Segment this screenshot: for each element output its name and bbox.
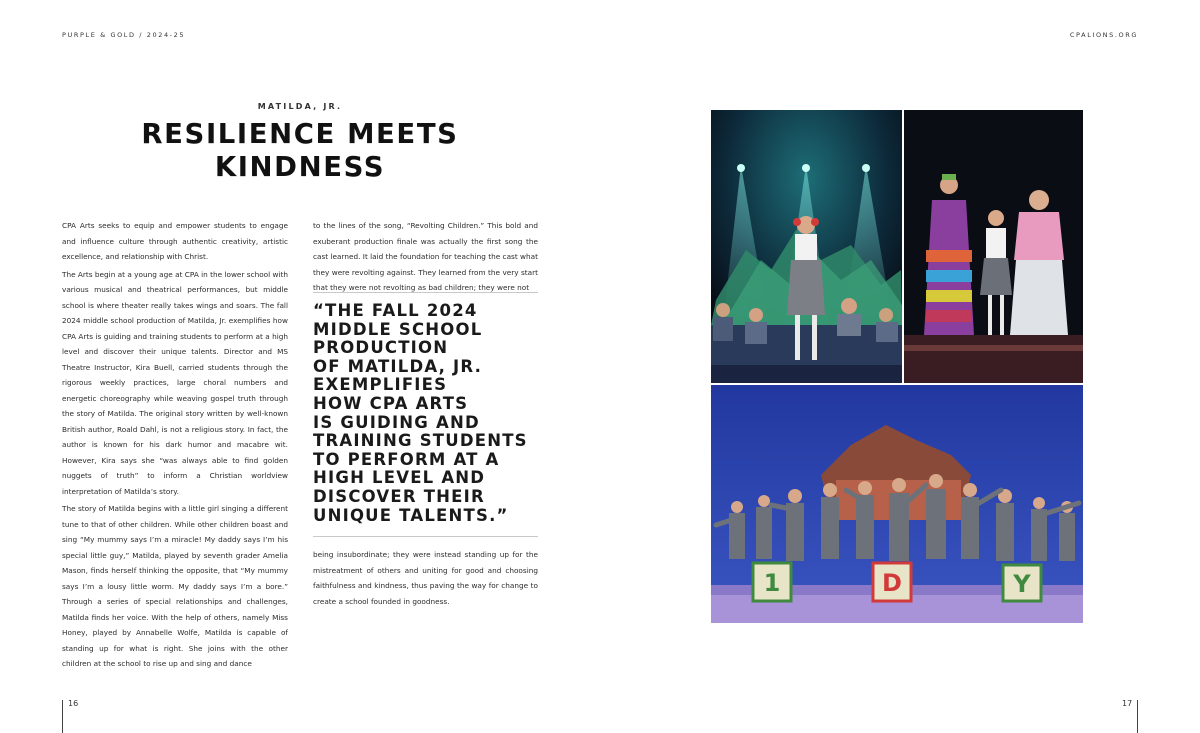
footer-rule-left	[62, 700, 63, 733]
photo-ensemble-finale	[711, 385, 1083, 623]
pull-quote-line: “THE FALL 2024	[313, 301, 478, 320]
alphabet-block-2	[873, 563, 911, 601]
article-title-line-2: KINDNESS	[214, 151, 386, 183]
article-title-line-1: RESILIENCE MEETS	[141, 118, 459, 150]
pull-quote-line: PRODUCTION	[313, 338, 449, 358]
photo-matilda-solo-image	[711, 110, 902, 383]
photo-three-characters-image	[904, 110, 1083, 383]
alphabet-block-1	[753, 563, 791, 601]
pull-quote-line: TO PERFORM AT A	[313, 449, 500, 469]
pull-quote-line: TRAINING STUDENTS	[313, 431, 528, 451]
running-header-left: PURPLE & GOLD / 2024-25	[62, 31, 186, 39]
alphabet-block-letter: D	[882, 569, 902, 597]
page-number-left: 16	[68, 699, 79, 708]
pullquote-top-rule	[313, 292, 538, 293]
footer-rule-right	[1137, 700, 1138, 733]
alphabet-block-3	[1003, 565, 1041, 601]
body-paragraph: being insubordinate; they were instead standing up for the mistreatment of others and uniting for good and choosing faithfulness and kindness, thus paving the way for change to create a school founded in goodness.	[313, 550, 538, 606]
photo-matilda-solo	[711, 110, 902, 383]
body-paragraph: to the lines of the song, “Revolting Children.” This bold and exuberant production finale was actually the first song the cast learned. It laid the foundation for teaching the cast what they were revolting against. They learned from the very start that they were not revolting as bad children; they were not	[313, 221, 538, 292]
pull-quote-line: IS GUIDING AND	[313, 412, 480, 432]
pull-quote-line: DISCOVER THEIR	[313, 486, 485, 506]
body-column-1	[62, 218, 288, 674]
pull-quote	[313, 302, 549, 525]
pull-quote-line: EXEMPLIFIES	[313, 375, 448, 395]
photo-ensemble-finale-image	[711, 385, 1083, 623]
body-paragraph: The story of Matilda begins with a little girl singing a different tune to that of other children. While other children boast and sing “My mummy says I’m a miracle! My daddy says I’m his special little guy,” Matilda, played by seventh grader Amelia Mason, finds herself thinking the opposite, that “My mummy says I’m a lousy little worm. My daddy says I’m a bore.” Through a series of special relationships and challenges, Matilda finds her voice. With the help of others, namely Miss Honey, played by Annabelle Wolfe, Matilda is capable of standing up for what is right. She joins with the other children at the school to rise up and sing and dance	[62, 504, 288, 668]
article-title	[120, 118, 480, 184]
alphabet-block-letter: 1	[763, 569, 781, 597]
pull-quote-line: OF MATILDA, JR.	[313, 356, 483, 376]
article-kicker: MATILDA, JR.	[257, 102, 343, 111]
pull-quote-line: HOW CPA ARTS	[313, 393, 469, 413]
photo-three-characters	[904, 110, 1083, 383]
body-paragraph: The Arts begin at a young age at CPA in the lower school with various musical and theatrical performances, but middle school is where theater really takes wings and soars. The fall 2024 middle school production of Matilda, Jr. exemplifies how CPA Arts is guiding and training students to perform at a high level and discover their unique talents. Director and MS Theatre Instructor, Kira Buell, carried students through the rigorous weekly practices, large choral numbers and energetic choreography while weaving gospel truth through the story of Matilda. The original story written by well-known British author, Roald Dahl, is not a religious story. In fact, the author is known for his dark humor and macabre wit. However, Kira says she “was always able to find golden nuggets of truth” to inform a Christian worldview interpretation of Matilda’s story.	[62, 269, 288, 496]
running-header-right: CPALIONS.ORG	[1069, 31, 1138, 39]
body-column-2	[313, 218, 538, 298]
page-number-right: 17	[1122, 699, 1133, 708]
alphabet-block-letter: Y	[1013, 570, 1031, 598]
pull-quote-line: MIDDLE SCHOOL	[313, 319, 483, 339]
body-column-2-continued	[313, 547, 538, 611]
pullquote-bottom-rule	[313, 536, 538, 537]
pull-quote-line: HIGH LEVEL AND	[313, 468, 486, 488]
body-paragraph: CPA Arts seeks to equip and empower students to engage and influence culture through authentic creativity, artistic excellence, and relationship with Christ.	[62, 221, 288, 261]
pull-quote-line: UNIQUE TALENTS.”	[313, 505, 509, 525]
